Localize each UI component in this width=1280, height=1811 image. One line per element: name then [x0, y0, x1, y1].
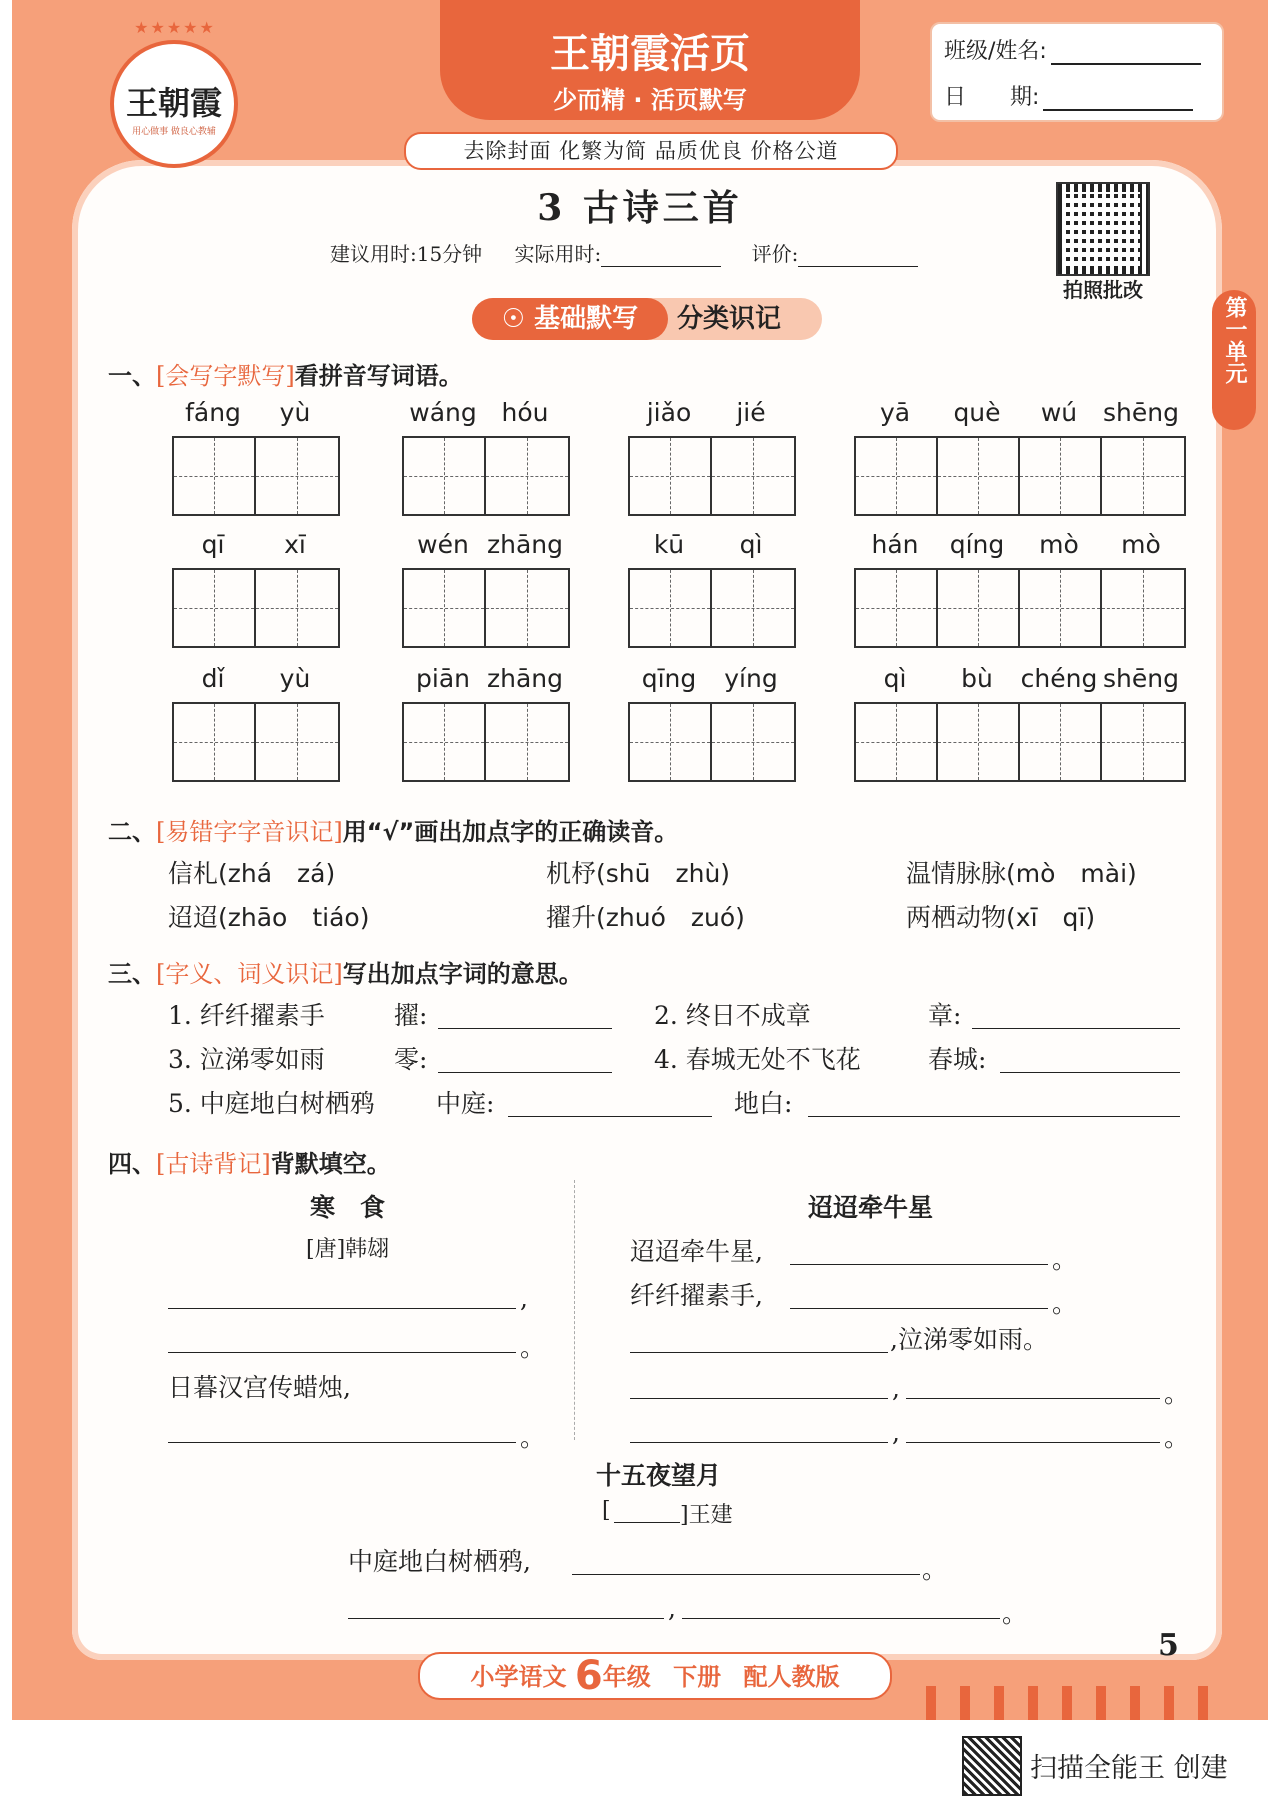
pinyin-label: hán [871, 530, 919, 559]
writing-cell[interactable] [174, 704, 256, 780]
q2-item[interactable] [906, 898, 1095, 934]
q3-target: 擢: [394, 1001, 428, 1030]
writing-cell[interactable] [712, 570, 794, 646]
q4-instruction: 背默填空。 [270, 1150, 391, 1178]
punctuation: , [892, 1418, 900, 1447]
poem1-line3: 日暮汉宫传蜡烛, [168, 1373, 351, 1402]
q2-tag: [易错字字音识记] [156, 818, 343, 846]
pinyin-label: jié [736, 398, 766, 427]
q3-target: 地白: [734, 1089, 793, 1118]
punctuation: 。 [520, 1423, 546, 1452]
writing-cell[interactable] [1020, 704, 1102, 780]
date-field[interactable] [1043, 91, 1193, 111]
evaluation-label: 评价: [751, 242, 799, 266]
pinyin-label: qíng [949, 530, 1005, 559]
poem3-title: 十五夜望月 [596, 1461, 722, 1490]
q2-item[interactable] [546, 854, 730, 890]
q3-phrase: 3. 泣涕零如雨 [168, 1045, 325, 1074]
poem3-bracket-open: [ [602, 1498, 611, 1523]
q3-answer-line[interactable] [972, 1026, 1180, 1029]
banner-title: 王朝霞活页 [550, 30, 750, 77]
q2-word: 迢迢 [168, 903, 219, 932]
tianzi-grid [402, 568, 570, 648]
footer-grade-number: 6 [574, 1653, 603, 1699]
student-info-box [930, 22, 1224, 122]
q3-target: 零: [394, 1045, 428, 1074]
pinyin-label: qì [883, 664, 907, 693]
banner-subtitle: 少而精 · 活页默写 [553, 86, 747, 114]
poem3-author: ]王建 [680, 1503, 733, 1528]
q2-word: 擢升 [546, 903, 597, 932]
scanner-qr-icon [962, 1736, 1022, 1796]
q2-options: (xī qī) [1006, 903, 1096, 932]
writing-cell[interactable] [256, 704, 338, 780]
tianzi-grid [172, 436, 340, 516]
pinyin-label: dǐ [201, 664, 225, 693]
q3-number: 三、 [108, 960, 156, 988]
q2-options: (shū zhù) [596, 859, 731, 888]
poem-blank[interactable] [168, 1440, 516, 1443]
pinyin-label: chéng [1020, 664, 1098, 693]
writing-cell[interactable] [938, 570, 1020, 646]
q1-number: 一、 [108, 362, 156, 390]
q3-answer-line[interactable] [1000, 1070, 1180, 1073]
class-name-label: 班级/姓名: [944, 39, 1047, 64]
q2-word: 两栖动物 [906, 903, 1007, 932]
writing-cell[interactable] [486, 570, 568, 646]
q2-item[interactable] [168, 854, 335, 890]
pinyin-label: yā [879, 398, 911, 427]
q3-phrase: 1. 纤纤擢素手 [168, 1001, 325, 1030]
poem-blank[interactable] [572, 1572, 920, 1575]
poem-blank[interactable] [906, 1440, 1160, 1443]
tianzi-grid [402, 702, 570, 782]
writing-cell[interactable] [404, 438, 486, 514]
q3-phrase: 5. 中庭地白树栖鸦 [168, 1089, 375, 1118]
date-row [944, 80, 1193, 111]
pinyin-label: kū [653, 530, 685, 559]
writing-cell[interactable] [938, 704, 1020, 780]
q2-options: (zhá zá) [218, 859, 336, 888]
bottom-tick [1198, 1686, 1208, 1720]
q2-number: 二、 [108, 818, 156, 846]
bottom-tick [1130, 1686, 1140, 1720]
punctuation: , [668, 1594, 676, 1623]
q3-tag: [字义、词义识记] [156, 960, 343, 988]
q2-item[interactable] [906, 854, 1137, 890]
q3-target: 章: [928, 1001, 962, 1030]
tianzi-grid [854, 702, 1186, 782]
slogan-ribbon: 去除封面 化繁为简 品质优良 价格公道 [404, 132, 898, 170]
q2-word: 机杼 [546, 859, 597, 888]
pinyin-label: zhāng [486, 530, 563, 559]
logo-subtitle: 用心做事 做良心教辅 [132, 127, 216, 137]
dynasty-blank[interactable] [614, 1520, 680, 1523]
pinyin-label: wáng [409, 398, 477, 427]
q3-header [108, 954, 583, 989]
poem-blank[interactable] [168, 1350, 516, 1353]
q3-answer-line[interactable] [808, 1114, 1180, 1117]
bottom-tick [1096, 1686, 1106, 1720]
class-name-field[interactable] [1051, 45, 1201, 65]
tianzi-grid [854, 436, 1186, 516]
q4-tag: [古诗背记] [156, 1150, 271, 1178]
page-number: 5 [1158, 1628, 1179, 1663]
tianzi-grid [854, 568, 1186, 648]
writing-cell[interactable] [1102, 704, 1184, 780]
logo-stars: ★★★★★ [134, 18, 216, 37]
bottom-tick [960, 1686, 970, 1720]
pinyin-label: qī [201, 530, 225, 559]
header-banner [440, 0, 860, 120]
column-divider [574, 1180, 575, 1440]
punctuation: 。 [1052, 1245, 1078, 1274]
qr-label: 拍照批改 [1063, 278, 1143, 302]
poem-blank[interactable] [348, 1616, 664, 1619]
section-pill-left-text: 基础默写 [534, 304, 639, 334]
scanner-watermark: 扫描全能王 创建 [1030, 1753, 1228, 1784]
pinyin-label: zhāng [486, 664, 563, 693]
tianzi-grid [628, 702, 796, 782]
punctuation: 。 [922, 1555, 948, 1584]
unit-side-tab-text: 第一单元 [1222, 296, 1247, 384]
tianzi-grid [628, 436, 796, 516]
punctuation: , [892, 1374, 900, 1403]
grading-qr-code[interactable] [1056, 182, 1150, 276]
bottom-tick [1028, 1686, 1038, 1720]
q2-word: 温情脉脉 [906, 859, 1007, 888]
poem2-line3: ,泣涕零如雨。 [890, 1325, 1048, 1354]
poem-blank[interactable] [168, 1306, 516, 1309]
punctuation: 。 [1002, 1599, 1028, 1628]
pinyin-label: wén [417, 530, 469, 559]
poem-blank[interactable] [630, 1350, 888, 1353]
q3-instruction: 写出加点字词的意思。 [342, 960, 583, 988]
pinyin-label: yíng [724, 664, 778, 693]
poem1-author: [唐]韩翃 [306, 1237, 390, 1262]
q2-header [108, 812, 678, 847]
writing-cell[interactable] [630, 704, 712, 780]
suggested-time: 建议用时:15分钟 [330, 242, 483, 266]
q3-answer-line[interactable] [508, 1114, 712, 1117]
pinyin-label: qīng [641, 664, 697, 693]
actual-time-field[interactable] [601, 246, 721, 267]
poem2-title: 迢迢牵牛星 [808, 1193, 934, 1222]
writing-cell[interactable] [1020, 570, 1102, 646]
q2-options: (mò mài) [1006, 859, 1137, 888]
q3-target: 中庭: [436, 1089, 495, 1118]
writing-cell[interactable] [404, 704, 486, 780]
pinyin-label: piān [416, 664, 470, 693]
poem-blank[interactable] [790, 1262, 1048, 1265]
q2-instruction: 用“√”画出加点字的正确读音。 [342, 818, 679, 846]
writing-cell[interactable] [174, 438, 256, 514]
writing-cell[interactable] [486, 704, 568, 780]
poem-blank[interactable] [630, 1440, 888, 1443]
writing-cell[interactable] [404, 570, 486, 646]
timing-row [330, 238, 1030, 267]
writing-cell[interactable] [856, 438, 938, 514]
writing-cell[interactable] [856, 570, 938, 646]
section-pill-right: 分类识记 [677, 304, 782, 334]
q2-item[interactable] [168, 898, 369, 934]
q2-item[interactable] [546, 898, 745, 934]
section-pill [472, 298, 822, 340]
poem-blank[interactable] [906, 1396, 1160, 1399]
writing-cell[interactable] [712, 704, 794, 780]
q1-instruction: 看拼音写词语。 [294, 362, 463, 390]
pinyin-label: mò [1121, 530, 1161, 559]
poem-blank[interactable] [682, 1616, 1000, 1619]
writing-cell[interactable] [630, 438, 712, 514]
poem1-title: 寒 食 [310, 1193, 386, 1222]
q3-phrase: 4. 春城无处不飞花 [654, 1045, 861, 1074]
q4-header [108, 1144, 391, 1179]
tianzi-grid [172, 702, 340, 782]
brand-logo [110, 40, 238, 168]
q3-answer-line[interactable] [438, 1026, 612, 1029]
q2-word: 信札 [168, 859, 219, 888]
writing-cell[interactable] [256, 438, 338, 514]
pinyin-label: qì [739, 530, 763, 559]
poem-blank[interactable] [630, 1396, 888, 1399]
pinyin-label: bù [961, 664, 993, 693]
writing-cell[interactable] [856, 704, 938, 780]
pinyin-label: shēng [1103, 664, 1179, 693]
writing-cell[interactable] [256, 570, 338, 646]
bottom-tick [994, 1686, 1004, 1720]
actual-time-label: 实际用时: [514, 242, 602, 266]
poem2-line2: 纤纤擢素手, [630, 1281, 763, 1310]
section-pill-left [472, 298, 668, 340]
pinyin-label: yù [279, 398, 311, 427]
footer-edition: 配人教版 [743, 1663, 840, 1691]
bottom-tick [1164, 1686, 1174, 1720]
q2-options: (zhuó zuó) [596, 903, 745, 932]
evaluation-field[interactable] [798, 246, 918, 267]
q2-options: (zhāo tiáo) [218, 903, 370, 932]
pinyin-label: mò [1039, 530, 1079, 559]
tianzi-grid [628, 568, 796, 648]
writing-cell[interactable] [712, 438, 794, 514]
poem2-line1: 迢迢牵牛星, [630, 1237, 763, 1266]
class-name-row [944, 34, 1201, 65]
q1-header [108, 356, 463, 391]
footer-subject: 小学语文 [470, 1663, 567, 1691]
tianzi-grid [402, 436, 570, 516]
pinyin-label: shēng [1103, 398, 1179, 427]
punctuation: 。 [1164, 1423, 1190, 1452]
lesson-title: 3 古诗三首 [537, 187, 743, 229]
punctuation: , [520, 1284, 528, 1313]
unit-side-tab [1212, 290, 1256, 430]
footer-term: 下册 [673, 1663, 722, 1691]
footer-grade: 年级 [602, 1663, 651, 1691]
pinyin-label: wú [1040, 398, 1078, 427]
date-label: 日 期: [944, 85, 1040, 110]
q1-tag: [会写字默写] [156, 362, 295, 390]
pinyin-label: hóu [501, 398, 549, 427]
writing-cell[interactable] [486, 438, 568, 514]
tianzi-grid [172, 568, 340, 648]
writing-cell[interactable] [1020, 438, 1102, 514]
pinyin-label: yù [279, 664, 311, 693]
poem-blank[interactable] [790, 1306, 1048, 1309]
pinyin-label: xī [284, 530, 306, 559]
writing-cell[interactable] [1102, 438, 1184, 514]
q3-answer-line[interactable] [438, 1070, 612, 1073]
writing-cell[interactable] [630, 570, 712, 646]
poem3-line1: 中庭地白树栖鸦, [348, 1547, 531, 1576]
q4-number: 四、 [108, 1150, 156, 1178]
writing-cell[interactable] [174, 570, 256, 646]
punctuation: 。 [1164, 1379, 1190, 1408]
punctuation: 。 [520, 1333, 546, 1362]
logo-text: 王朝霞 [125, 84, 222, 122]
q3-phrase: 2. 终日不成章 [654, 1001, 811, 1030]
writing-cell[interactable] [1102, 570, 1184, 646]
footer-ribbon [418, 1652, 892, 1700]
pinyin-label: jiǎo [646, 398, 692, 427]
pinyin-label: què [953, 398, 1001, 427]
pinyin-label: fáng [185, 398, 241, 427]
medal-icon: ☉ [501, 304, 535, 334]
punctuation: 。 [1052, 1289, 1078, 1318]
writing-cell[interactable] [938, 438, 1020, 514]
bottom-tick [1062, 1686, 1072, 1720]
q3-target: 春城: [928, 1045, 987, 1074]
bottom-tick [926, 1686, 936, 1720]
